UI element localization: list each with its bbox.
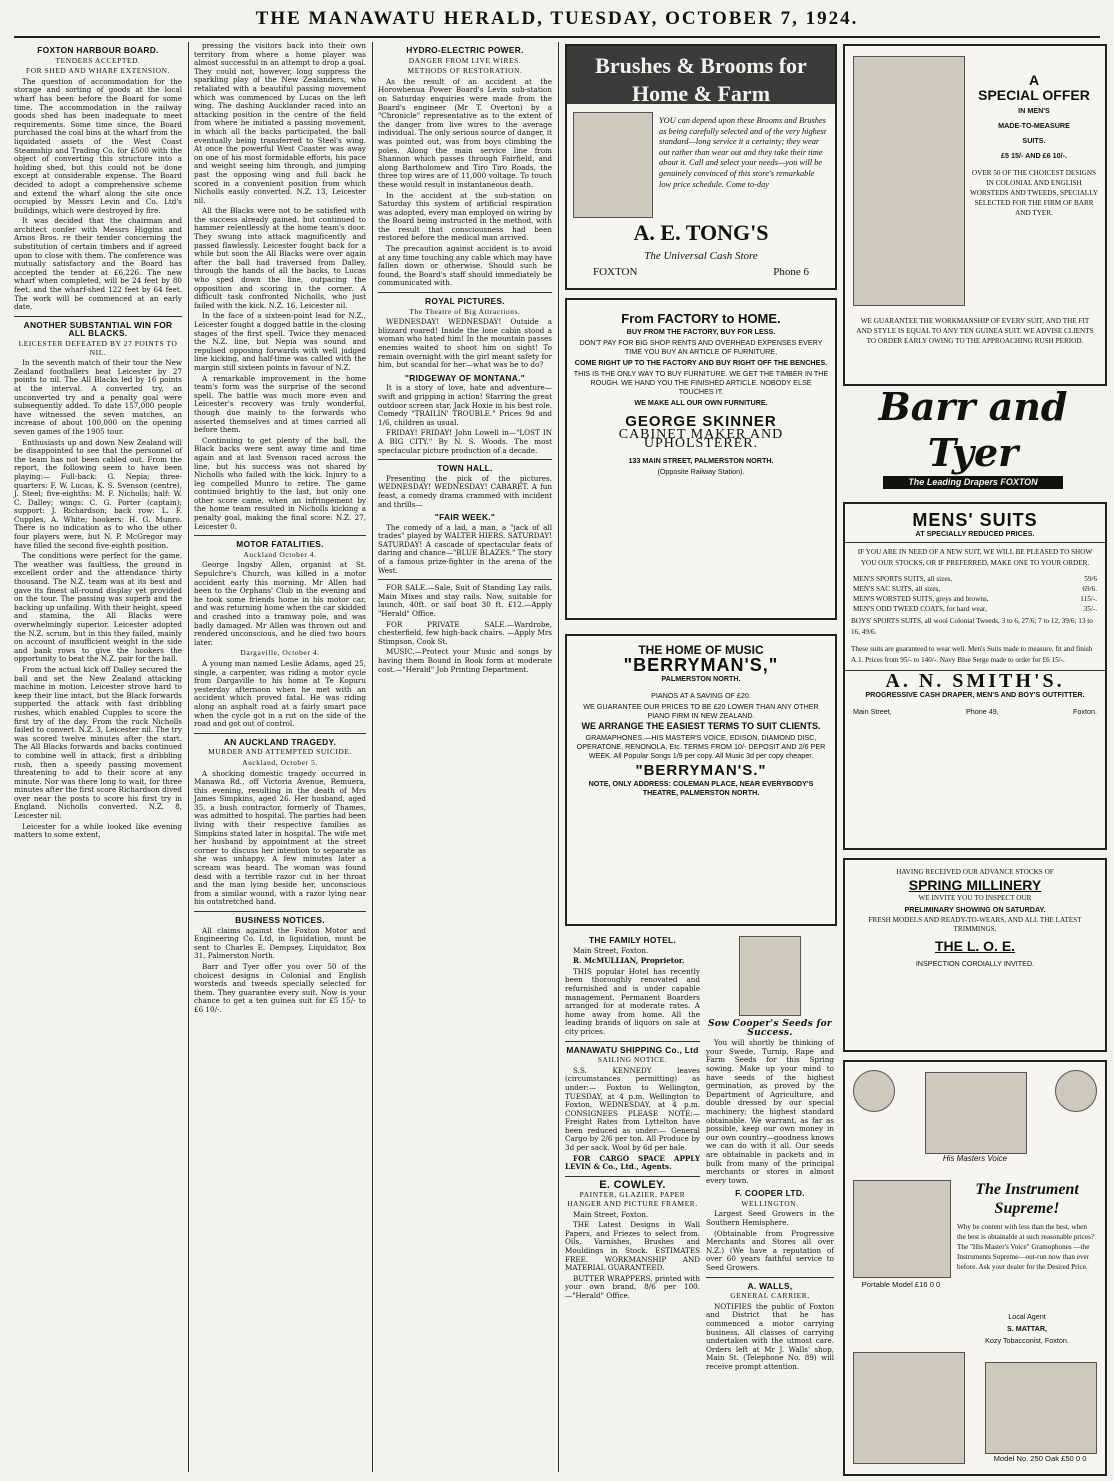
column-5-left [565,932,700,1472]
subheadline: The Theatre of Big Attractions. [409,306,521,316]
price-row [853,585,1097,594]
headline: MANAWATU SHIPPING Co., Ltd [566,1044,699,1055]
headline: A. WALLS, [747,1280,793,1291]
ad-line: R. McMULLIAN, Proprietor. [573,956,685,966]
subheadline: WELLINGTON. [741,1198,799,1208]
ad-line: OVER 50 OF THE CHOICEST DESIGNS IN COLONIAL AND ENGLISH WORSTEDS AND TWEEDS, SPECIALLY SELECTED FOR THE FIRM OF BARR AND TYER. [969,169,1099,217]
masthead-rule [14,36,1100,38]
subheadline: MURDER AND ATTEMPTED SUICIDE. [208,747,352,757]
ad-line: THIS IS THE ONLY WAY TO BUY FURNITURE. WE GET THE TIMBER IN THE ROUGH. WE HAND YOU THE FINISHED ARTICLE. NOBODY ELSE TOUCHES IT. [573,369,829,396]
ad-store-name: A. E. TONG'S [633,220,769,245]
price-row [853,595,1097,604]
ad-line: PIANOS AT A SAVING OF £20. [651,691,751,700]
agent-name: S. MATTAR, [1006,1324,1048,1333]
divider [378,459,552,460]
ad-line: BUTTER WRAPPERS, printed with your own brand, 8/6 per 100. —"Herald" Office. [565,1273,700,1300]
model-price: Portable Model £16 0 0 [861,1280,941,1289]
dog-and-gramophone-illustration [925,1072,1027,1154]
ad-business-name: "BERRYMAN'S." [635,762,767,779]
spring-millinery-ad [843,858,1107,1052]
dateline: Auckland, October 5. [242,757,318,767]
article-paragraph: Continuing to get plenty of the ball, the Black backs were sent away time and time again and at last Svenson raced across the line, but his success was not shared by Nicholls who failed with the kick. Injury to a leg compelled Munro to retire. The game continued brightly to the last, but only one other score came, when an infringement by the home team resulted in Nicholls kicking a penalty goal, making the final score: N.Z. 27, Leicester 0. [194,435,366,531]
subheadline: DANGER FROM LIVE WIRES. [408,55,522,65]
price-list [845,575,1105,614]
subheadline: SAILING NOTICE. [597,1055,668,1065]
ad-trade: CABINET MAKER AND UPHOLSTERER. [618,427,784,451]
headline: TOWN HALL. [437,463,493,474]
ad-line: BOYS' SPORTS SUITS, all wool Colonial Tweeds, 3 to 6, 27/6; 7 to 12, 39/6; 13 to 16, 49/6. [851,617,1093,636]
article-paragraph: In the seventh match of their tour the New Zealand footballers beat Leicester by 27 points to nil. The All Blacks led by 16 points at the interval. A converted try, an unconverted try and a penalty goal were subsequently added. To date 157,000 people have witnessed the seven matches, an increase of about 100,000 on the opening seven games of the 1905 tour. [14,358,182,436]
subheadline: PAINTER, GLAZIER, PAPER HANGER AND PICTURE FRAMER. [567,1190,698,1209]
subheadline: TENDERS ACCEPTED. [55,55,141,65]
barr-tyer-special-offer-ad [843,44,1107,386]
ad-copy: YOU can depend upon these Brooms and Brushes as being carefully selected and of the very highest standard—long service it a certainty; they wear out rather than wear out and they take their time about it. Call and select your needs—you will be genuinely convinced of this store's remarkable low price schedule. Come to-day [659,116,827,189]
ad-line: GRAMAPHONES.—HIS MASTER'S VOICE, EDISON, DIAMOND DISC, OPERATONE, RENONOLA, Etc. TERMS FROM 10/- DEPOSIT AND 2/6 PER WEEK. All Popular Songs 1/9 per copy. All Music 3d per copy cheaper. [576,733,826,760]
divider [378,579,552,580]
cabinet-gramophone-illustration [853,1352,965,1464]
article-paragraph: WEDNESDAY! WEDNESDAY! Outside a blizzard roared! Inside the lone cabin stood a woman who hated him! In the mountain passes enemies waited to shoot him on sight! To remain overnight with the girl meant safety for him, but scandal for her—what was he to do? [378,317,552,370]
headline: THE FAMILY HOTEL. [589,935,676,945]
article-paragraph: In the accident at the sub-station on Saturday this system of artificial respiration was adopted, every man employed on wiring by the Board being instructed in the method, with the result that consciousness had been restored before the medical man arrived. [378,190,552,243]
classified-ad: MUSIC.—Protect your Music and songs by having them Bound in Book form at moderate cost.—"Herald" Job Printing Department. [378,647,552,674]
royal-crest-icon [853,1070,895,1112]
subheadline: GENERAL CARRIER, [730,1291,810,1301]
film-title: "FAIR WEEK." [434,512,496,523]
ad-line: FOR CARGO SPACE APPLY LEVIN & Co., Ltd., Agents. [565,1153,700,1172]
ad-banner-title: Brushes & Brooms for Home & Farm [567,46,835,104]
article-paragraph: From the actual kick off Dalley secured the ball and set the New Zealand attacking machine in motion. Leicester strove hard to keep their line intact, but the Black forwards supported the attack with fast dribbling rushes, which enabled Cupples to score the first try of the day. From the ruck Nicholls failed to convert. N.Z. 3, Leicester nil. The try was scored twelve minutes after the start. The All Blacks forwards and backs continued to combine well in attack, first a dribbling rush, then a speedy passing movement threatening to add to their score at any minute. Nor was there long to wait, for three minutes after the first score Richardson dived over near the posts to score his first try in England. Nicholls converted. N.Z. 8, Leicester nil. [14,664,182,821]
headline: E. COWLEY. [599,1178,666,1191]
ad-title: SPECIAL OFFER [978,87,1090,103]
model-price: Model No. 250 Oak £50 0 0 [993,1454,1087,1463]
headline: MOTOR FATALITIES. [236,539,324,550]
ad-business-name: A. N. SMITH'S. [885,670,1065,692]
article-paragraph: George Ingsby Allen, organist at St. Sepulchre's Church, was killed in a motor accident early this morning. Mr Allen had been to the Orphans' Club in the evening and he took some friends home in his motor car, and was returning home when the car skidded and crashed into a tramway pole, and was badly damaged. Mr Allen was thrown out and rendered unconscious, and he died two hours later. [194,560,366,647]
ad-address: 133 MAIN STREET, PALMERSTON NORTH. [628,456,774,465]
ad-line: You will shortly be thinking of your Swede, Turnip, Rape and Farm Seeds for this Spring sowing. Make up your mind to have seeds of the highest germination, as proved by the Department of Agriculture, and double dressed by our special machinery; the highest standard obtainable. We warrant, as far as possible, keep our own money in our own country—goodness knows we can do with it all. Our seeds are obtainable in packets and in bulk from many of the principal merchants or stores in almost every town. [706,1038,834,1185]
price-row [853,605,1097,614]
ad-line: COME RIGHT UP TO THE FACTORY AND BUY RIGHT OFF THE BENCHES. [574,358,828,367]
ad-line: WE INVITE YOU TO INSPECT OUR [918,894,1032,902]
column-5-right [706,932,834,1472]
hmv-trademark: His Masters Voice [942,1154,1008,1163]
subheadline: METHODS OF RESTORATION. [407,66,523,76]
film-title: "RIDGEWAY OF MONTANA." [404,372,525,383]
ad-title: The Instrument Supreme! [975,1181,1079,1217]
ad-title: SPRING MILLINERY [908,877,1042,893]
ad-title: From FACTORY to HOME. [621,311,781,326]
divider [194,535,366,536]
ad-line: (Opposite Railway Station). [657,467,745,476]
column-3 [378,42,552,1474]
price-value: 69/6. [1082,585,1097,593]
ad-title: THE HOME OF MUSIC [638,643,764,657]
cabinet-gramophone-illustration [985,1362,1097,1454]
ad-line: BUY FROM THE FACTORY, BUY FOR LESS. [626,327,776,336]
royal-crest-icon [1055,1070,1097,1112]
ad-store-location: FOXTON [593,266,638,278]
ad-line: IF YOU ARE IN NEED OF A NEW SUIT, WE WILL BE PLEASED TO SHOW YOU OUR STOCKS, OR IF PREFERRED, MAKE ONE TO YOUR ORDER. [857,548,1093,567]
price-item: MEN'S ODD TWEED COATS, for hard wear, [853,605,987,613]
masthead: THE MANAWATU HERALD, TUESDAY, OCTOBER 7, 1924. [255,8,859,29]
ad-line: NOTE, ONLY ADDRESS: COLEMAN PLACE, NEAR EVERYBODY'S THEATRE, PALMERSTON NORTH. [588,779,814,797]
classified-ad: FOR PRIVATE SALE.—Wardrobe, chesterfield, few high-back chairs. —Apply Mrs Stimpson, Cook St. [378,619,552,646]
ad-line: WE GUARANTEE THE WORKMANSHIP OF EVERY SUIT, AND THE FIT AND STYLE IS EQUAL TO ANY TEN GUINEA SUIT. WE ADVISE CLIENTS TO ORDER EARLY OWING TO THE APPROACHING RUSH PERIOD. [856,317,1094,345]
agent-location: Kozy Tobacconist, Foxton. [985,1336,1069,1345]
column-1 [14,42,182,1474]
divider [194,911,366,912]
article-paragraph: Enthusiasts up and down New Zealand will be disappointed to see that the personnel of the team has not been cabled out. From the report, the following seem to have been playing:— Full-back: G. Nepia; three-quarters: F. W. Lucas, K. S. Svenson (centre), J. Steel; five-eighths: M. F. Nicholls; half: W. C. Dalley; wings: C. G. Porter (captain); support: J. Richardson; back row: L. F. Cupples, A. White; hookers: H. G. Munro. There is no indication as to who the other four players were, but N. P. McGregor may have filled the second five-eighth position. [14,437,182,550]
ad-line: Largest Seed Growers in the Southern Hemisphere. [706,1209,834,1228]
ad-title: MENS' SUITS [912,510,1038,530]
article-paragraph: It was decided that the chairman and architect confer with Messrs Higgins and Arnos Bros. re their tender concerning the substitution of certain timbers and if agreed upon to close with them. The conference was mutually satisfactory and the Board has accepted the tender at £6,226. The new wharf when completed, will be 24 feet by 80 feet, and the wharf-shed 122 feet by 64 feet. The work will be commenced at an early date. [14,216,182,312]
article-paragraph: All claims against the Foxton Motor and Engineering Co. Ltd, in liquidation, must be sent to Charles E. Dempsey, Liquidator, Box 31, Palmerston North. [194,925,366,961]
berrymans-music-ad [565,634,837,926]
portable-gramophone-illustration [853,1180,951,1278]
price-value: 59/6 [1084,575,1097,583]
article-paragraph: Leicester for a while looked like evening matters to some extent, [14,821,182,840]
ad-town: Foxton. [1073,707,1097,716]
ad-line: FRESH MODELS AND READY-TO-WEARS, AND ALL THE LATEST TRIMMINGS. [868,916,1082,933]
ad-price: £5 15/- AND £6 10/-. [1000,151,1068,160]
ad-line: MADE-TO-MEASURE [998,121,1070,130]
headline: F. COOPER LTD. [735,1188,805,1199]
ad-line: THE Latest Designs in Wall Papers, and Friezes to select from. Oils, Varnishes, Brushes and Mouldings in Stock. ESTIMATES FREE. WORKMANSHIP AND MATERIAL GUARANTEED. [565,1220,700,1273]
ad-business-name: "BERRYMAN'S," [623,655,779,675]
article-paragraph: Presenting the pick of the pictures. WEDNESDAY! WEDNESDAY! CABARET. A fun feast, a comedy drama crammed with incident and thrills— [378,473,552,509]
divider [706,1277,834,1278]
price-item: MEN'S WORSTED SUITS, greys and browns, [853,595,989,603]
ad-line: WE MAKE ALL OUR OWN FURNITURE. [634,398,768,407]
divider [14,316,182,317]
headline: BUSINESS NOTICES. [235,915,325,925]
divider [565,1041,700,1042]
column-2 [194,42,366,1474]
broom-illustration [573,112,653,218]
mens-suits-ad [843,502,1107,850]
price-item: MEN'S SPORTS SUITS, all sizes, [853,575,953,583]
subheadline: FOR SHED AND WHARF EXTENSION. [26,66,170,76]
column-rule [188,42,189,1472]
logo-banner: The Leading Drapers FOXTON [883,476,1063,489]
article-paragraph: It is a story of love, hate and adventure—swift and gripping in action! Starring the great outdoor screen star, Jack Hoxie in his best role. Comedy "TRAILIN' TROUBLE." Prices 9d and 1/6, children as usual. [378,383,552,427]
headline: AN AUCKLAND TRAGEDY. [223,736,337,747]
price-value: 35/-. [1083,605,1097,613]
headline: ROYAL PICTURES. [425,296,505,307]
ad-line: SUITS. [1022,136,1046,145]
ad-business-name: GEORGE SKINNER [625,413,777,430]
his-masters-voice-ad [843,1060,1107,1476]
ad-line: THIS popular Hotel has recently been thoroughly renovated and refurnished and is under capable management. Permanent Boarders arranged for at moderate rates. A home away from home. All the leading brands of liquors on sale at city prices. [565,966,700,1036]
ad-line: DON'T PAY FOR BIG SHOP RENTS AND OVERHEAD EXPENSES EVERY TIME YOU BUY AN ARTICLE OF FURNITURE, [579,338,823,356]
ad-line: WE GUARANTEE OUR PRICES TO BE £20 LOWER THAN ANY OTHER PIANO FIRM IN NEW ZEALAND. [583,702,819,720]
ad-line: Main Street, Foxton. [573,945,649,955]
column-rule [558,42,559,1472]
price-item: MEN'S SAC SUITS, all sizes, [853,585,941,593]
ad-line: These suits are guaranteed to wear well. Men's Suits made to measure, fit and finish A.1. Prices from 95/- to 140/-. Navy Blue Serge made to order for £6 15/-. [851,645,1093,664]
tong-brushes-ad [565,44,837,290]
article-paragraph: The precaution against accident is to avoid at any time touching any cable which may have fallen down or otherwise. Should such be found, the Board's staff should immediately be communicated with. [378,244,552,288]
ad-line: (Obtainable from Progressive Merchants and Stores all over N.Z.) (We have a reputation of over 60 years faithful service to Seed Growers. [706,1228,834,1273]
dateline: Auckland October 4. [243,549,317,559]
ad-line: PROGRESSIVE CASH DRAPER, MEN'S AND BOY'S OUTFITTER. [865,690,1085,699]
price-value: 115/-. [1080,595,1097,603]
headline: FOXTON HARBOUR BOARD. [37,45,159,55]
ad-line: A [1028,72,1040,88]
script-logo: Barr and Tyer [878,384,1068,475]
divider [845,542,1105,543]
article-paragraph: Barr and Tyer offer you over 50 of the choicest designs in Colonial and English worsteds and tweeds specially selected for them. They guarantee every suit. Now is your chance to get a ten guinea suit for £5 15/- to £6 10/-. [194,961,366,1014]
headline: HYDRO-ELECTRIC POWER. [406,45,524,55]
ad-line: PRELIMINARY SHOWING ON SATURDAY. [904,905,1046,914]
ad-line: S.S. KENNEDY leaves (circumstances permitting) as under:— Foxton to Wellington, TUESDAY, at 4 p.m. Wellington to Foxton, WEDNESDAY, at 4 p.m. CONSIGNEES PLEASE NOTE:— Freight Rates from Lyttelton have been reduced as under:— General Cargo by 2/6 per ton. All Produce by 3d per sack. Wool by 6d per bale. [565,1065,700,1153]
divider [194,733,366,734]
article-paragraph: In the face of a sixteen-point lead for N.Z., Leicester fought a dogged battle in the closing stages of the first spell. Twice they menaced the N.Z. line, but Nepia was sound and repulsed opposing forwards with well judged line kicking, and half-time was called with the margin still sixteen points in favour of N.Z. [194,311,366,372]
ad-location: Main Street, [853,707,892,716]
ad-store-phone: Phone 6 [773,266,809,278]
ad-line: NOTIFIES the public of Foxton and District that he has commenced a motor carrying business. All classes of carrying undertaken with the utmost care. Orders left at Mr J. Walls' shop, Main St. (Telephone No. 89) will receive prompt attention. [706,1301,834,1371]
dateline: Dargaville, October 4. [240,648,320,658]
ad-line: Local Agent [1008,1312,1046,1321]
ad-line: IN MEN'S [1018,106,1050,115]
article-paragraph: A young man named Leslie Adams, aged 25, single, a carpenter, was riding a motor cycle from Dargaville to his home at Te Kopuru yesterday afternoon when he met with an accident which proved fatal. He was riding along an asphalt road at a fairly smart pace when the cycle got in a rut on the side of the road and got out of control. [194,658,366,729]
ad-line: AT SPECIALLY REDUCED PRICES. [915,529,1035,538]
classified-ad: FOR SALE.—Sale, Suit of Standing Lay rails, Main Mixes and stay rails. Now, suitable for launch, 40ft. or sail boat 30 ft. £12.—Apply "Herald" Office. [378,583,552,619]
ad-phone: Phone 49, [965,707,999,716]
ad-line: WE ARRANGE THE EASIEST TERMS TO SUIT CLIENTS. [581,721,821,731]
article-paragraph: A shocking domestic tragedy occurred in Manawa Rd., off Victoria Avenue, Remuera, this evening, resulting in the death of Mrs James Simpkins, aged 26. Her husband, aged 35, a bush contractor, formerly of Thames, was admitted to hospital. The parties had been living with their respective families as Simpkins stated later in hospital. The wife met her husband by appointment at the street corner to discuss her intention to separate as she was unhappy. A few minutes later a scream was heard. The woman was found dead with a terrible razor cut in her throat and the man lying beside her, unconscious from a similar wound, with a razor lying near his outstretched hand. [194,768,366,907]
ad-line: Main Street, Foxton. [573,1209,649,1219]
article-paragraph: A remarkable improvement in the home team's form was the surprise of the second spell. The battle was much more even and Leicester's recovery was truly wonderful, though due mainly to the forwards who asserted themselves and at times carried all before them. [194,373,366,435]
article-paragraph: All the Blacks were not to be satisfied with the success already gained, but continued to hammer relentlessly at the home team's door. They swung into attack magnificently and passed flawlessly. Leicester fought back for a while but soon the All Blacks were over again after the ball had traversed from Dalley, through the hands of all the backs, to Lucas who sped down the line, outpacing the opposition and scoring in the corner. A difficult task confronted Nicholls, who just failed with the kick. N.Z. 16, Leicester nil. [194,206,366,310]
divider [378,292,552,293]
ad-line: HAVING RECEIVED OUR ADVANCE STOCKS OF [896,868,1054,876]
ad-script-logo: Sow Cooper's Seeds for Success. [708,1019,832,1038]
article-paragraph: As the result of an accident at the Horowhenua Power Board's Levin sub-station on Saturday enquiries were made from the Board's engineer (Mr T. Overton) by a "Chronicle" representative as to the extent of the danger from live wires to the average individual. The only serious source of danger, it was pointed out, was from boys climbing the poles. Along the main service line from Shannon which passes through Fairfield, and along Bartholomew and Tiro Tiro Roads, the three top wires are of 11,000 voltage. To touch these would result in instantaneous death. [378,76,552,189]
man-in-suit-illustration [853,56,965,306]
subheadline: LEICESTER DEFEATED BY 27 POINTS TO NIL. [18,339,178,357]
barr-tyer-logo [843,384,1103,487]
ad-store-sub: The Universal Cash Store [644,250,758,262]
column-rule [372,42,373,1472]
headline: ANOTHER SUBSTANTIAL WIN FOR ALL BLACKS. [23,319,173,339]
ad-business-name: THE L. O. E. [934,938,1016,954]
divider [565,1176,700,1177]
article-paragraph: FRIDAY! FRIDAY! John Lowell in—"LOST IN A BIG CITY." By N. S. Woods. The most spectacular picture production of a decade. [378,428,552,455]
article-paragraph: The question of accommodation for the storage and sorting of goods at the local wharf has been before the Board for some time. The accommodation in the railway goods shed has been inadequate to meet requirements. Some time since, the Board purchased the coal bins at the wharf from the liquidated assets of the West Coast Steamship and Trading Co. for £500 with the object of converting this structure into a holding shed, but this could not be done except at considerable expense. The Board decided to adopt a comprehensive scheme and extend the wharf along the site once occupied by Messrs Levin and Co. Ltd's buildings, which were destroyed by fire. [14,76,182,215]
ad-copy: Why be content with less than the best, when the best is obtainable at such reasonable prices? The "His Master's Voice" Gramophones —the Instruments Supreme—out-run now than ever before. Ask your dealer for the Desired Price. [957,1223,1095,1271]
ad-line: PALMERSTON NORTH. [661,674,741,683]
hot-water-bottle-illustration [739,936,801,1016]
ad-line: INSPECTION CORDIALLY INVITED. [915,959,1035,968]
article-paragraph: The comedy of a lad, a man, a "jack of all trades" played by WALTER HIERS. SATURDAY! SATURDAY! A cascade of spectacular feats of daring and chance—"BLUE BLAZES." The story of a famous prize-fighter in the arena of the West. [378,522,552,575]
article-paragraph: The conditions were perfect for the game. The weather was faultless, the ground in excellent order and the attendance thirty thousand. The N.Z. team was at its best and gave its finest all-round display yet provided on the tour. The passing was superb and the backing up unfailing. With their height, speed and stamina, the All Blacks were overwhelmingly superior. Leicester adopted the N.Z. scrum, but in this they failed, mainly on account of insufficient weight in the side and bank rows to give the hookers the opportunity to beat the N.Z. pair for the ball. [14,551,182,664]
article-paragraph: pressing the visitors back into their own territory from where a home player was almost successful in an attempt to drop a goal. They could not, however, long suppress the sparkling play of the New Zealanders, who retaliated with a beautiful passing movement which was commenced by Lucas on the left wing. The dashing Aucklander raced into an attacking position in the centre of the field from where he initiated a passing movement, in which all the backs participated, the ball eventually being transferred to Steel's wing. At once the powerful West Coaster was away on one of his most formidable efforts, his pace and weight seeing him through, and jumping past the opposing wing and full back he scored in a convenient position from which Nicholls easily converted. N.Z. 13, Leicester nil. [194,41,366,205]
skinner-furniture-ad [565,298,837,620]
price-row [853,575,1097,584]
